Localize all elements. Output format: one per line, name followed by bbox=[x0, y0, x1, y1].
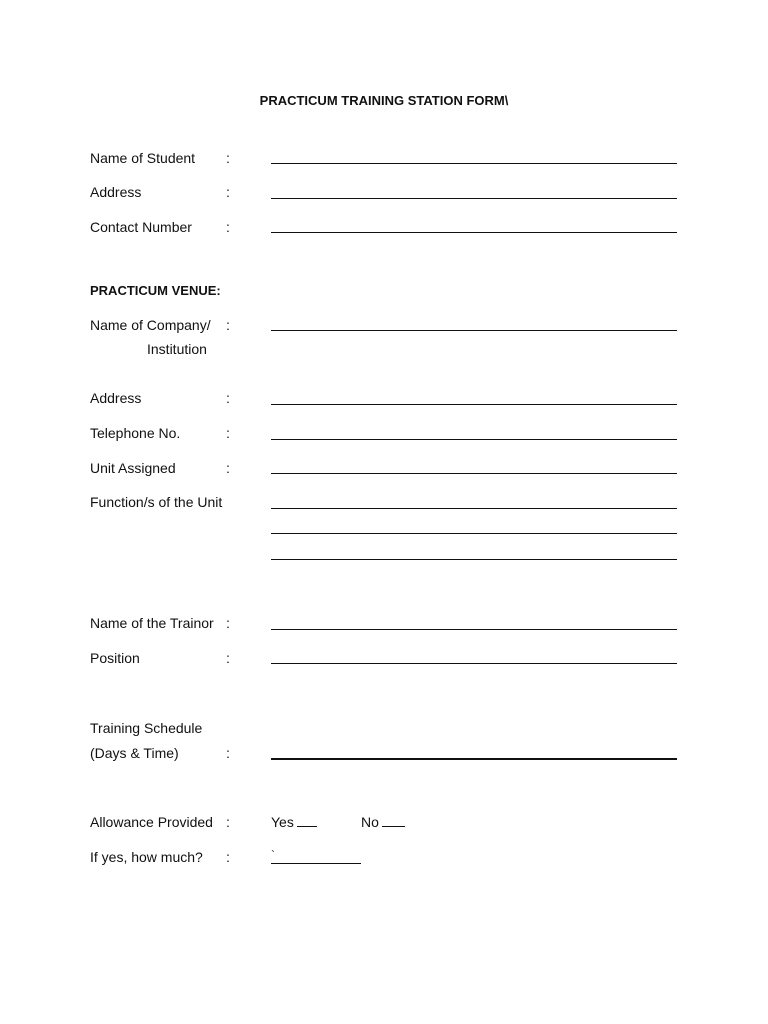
unit-assigned-line[interactable] bbox=[271, 473, 677, 474]
amount-field[interactable] bbox=[271, 848, 361, 864]
training-schedule-label: Training Schedule bbox=[90, 720, 203, 736]
colon: : bbox=[226, 390, 230, 406]
telephone-line[interactable] bbox=[271, 439, 677, 440]
company-label-continued: Institution bbox=[147, 341, 207, 357]
allowance-yes-label: Yes bbox=[271, 814, 294, 830]
unit-functions-label: Function/s of the Unit bbox=[90, 494, 223, 510]
trainor-name-line[interactable] bbox=[271, 629, 677, 630]
venue-address-label: Address bbox=[90, 390, 142, 406]
allowance-no-blank[interactable] bbox=[382, 814, 405, 827]
position-line[interactable] bbox=[271, 663, 677, 664]
student-name-line[interactable] bbox=[271, 163, 677, 164]
allowance-label: Allowance Provided bbox=[90, 814, 213, 830]
form-title: PRACTICUM TRAINING STATION FORM\ bbox=[259, 93, 509, 108]
company-label: Name of Company/ bbox=[90, 317, 211, 333]
colon: : bbox=[226, 425, 230, 441]
colon: : bbox=[226, 849, 230, 865]
colon: : bbox=[226, 745, 230, 761]
unit-functions-line-2[interactable] bbox=[271, 533, 677, 534]
allowance-no-label: No bbox=[361, 814, 379, 830]
student-address-label: Address bbox=[90, 184, 142, 200]
training-schedule-line[interactable] bbox=[271, 758, 677, 760]
colon: : bbox=[226, 184, 230, 200]
colon: : bbox=[226, 219, 230, 235]
allowance-yes-blank[interactable] bbox=[297, 814, 317, 827]
training-schedule-sublabel: (Days & Time) bbox=[90, 745, 179, 761]
amount-label: If yes, how much? bbox=[90, 849, 203, 865]
position-label: Position bbox=[90, 650, 140, 666]
telephone-label: Telephone No. bbox=[90, 425, 181, 441]
unit-functions-line-1[interactable] bbox=[271, 508, 677, 509]
contact-number-label: Contact Number bbox=[90, 219, 192, 235]
colon: : bbox=[226, 650, 230, 666]
venue-address-line[interactable] bbox=[271, 404, 677, 405]
student-address-line[interactable] bbox=[271, 198, 677, 199]
contact-number-line[interactable] bbox=[271, 232, 677, 233]
amount-mark: ` bbox=[271, 848, 275, 862]
unit-assigned-label: Unit Assigned bbox=[90, 460, 176, 476]
practicum-venue-heading: PRACTICUM VENUE: bbox=[90, 283, 221, 298]
colon: : bbox=[226, 615, 230, 631]
colon: : bbox=[226, 150, 230, 166]
company-line[interactable] bbox=[271, 330, 677, 331]
allowance-no-option[interactable] bbox=[361, 814, 405, 830]
colon: : bbox=[226, 317, 230, 333]
allowance-yes-option[interactable] bbox=[271, 814, 317, 830]
trainor-name-label: Name of the Trainor bbox=[90, 615, 214, 631]
unit-functions-line-3[interactable] bbox=[271, 559, 677, 560]
colon: : bbox=[226, 460, 230, 476]
student-name-label: Name of Student bbox=[90, 150, 196, 166]
colon: : bbox=[226, 814, 230, 830]
